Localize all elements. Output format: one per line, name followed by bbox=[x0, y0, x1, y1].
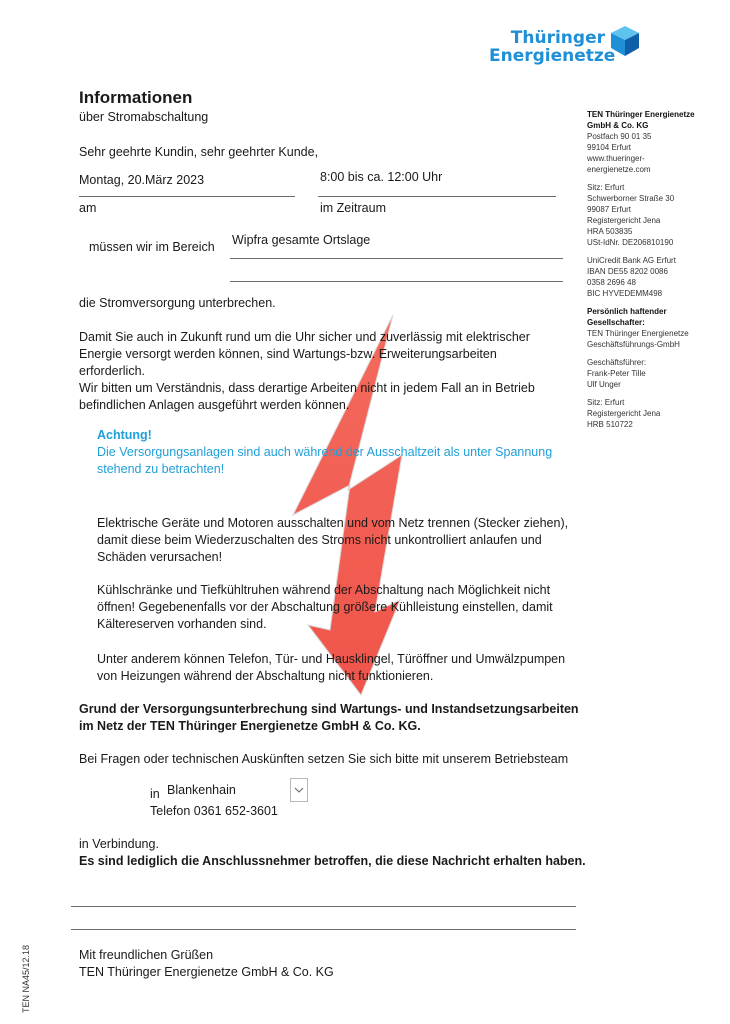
team-location-select[interactable]: Blankenhain bbox=[167, 783, 236, 797]
company-sidebar bbox=[587, 109, 722, 437]
team-phone: Telefon 0361 652-3601 bbox=[150, 804, 278, 818]
in-prefix: in bbox=[150, 787, 160, 801]
company-logo: Thüringer Energienetze bbox=[489, 28, 616, 66]
questions-text: Bei Fragen oder technischen Auskünften setzen Sie sich bitte mit unserem Betriebsteam bbox=[79, 752, 569, 766]
body-paragraph-2: Damit Sie auch in Zukunft rund um die Uhr sicher und zuverlässig mit elektrischer Energie versorgt werden können, sind Wartungs-bzw. Erweiterungsarbeiten erforderlich. bbox=[79, 330, 530, 378]
time-caption: im Zeitraum bbox=[320, 201, 386, 215]
sidebar-management: Geschäftsführer: Frank-Peter Tille Ulf Unger bbox=[587, 358, 647, 389]
signature-line-2 bbox=[71, 929, 576, 930]
body-paragraph-3: Wir bitten um Verständnis, dass derartige Arbeiten nicht in jedem Fall an in Betrieb befindlichen Anlagen ausgeführt werden können. bbox=[79, 381, 535, 412]
warning-title: Achtung! bbox=[97, 428, 152, 442]
sidebar-partner: Persönlich haftender Gesellschafter: TEN Thüringer Energienetze Geschäftsführungs-GmbH bbox=[587, 307, 689, 349]
page-title: Informationen bbox=[79, 88, 193, 107]
time-underline bbox=[318, 196, 556, 197]
logo-cube-icon bbox=[610, 25, 640, 57]
sidebar-register: Sitz: Erfurt Registergericht Jena HRB 510722 bbox=[587, 398, 661, 429]
area-underline-1 bbox=[230, 258, 563, 259]
signature-line-1 bbox=[71, 906, 576, 907]
instruction-devices: Elektrische Geräte und Motoren ausschalten und vom Netz trennen (Stecker ziehen), damit diese beim Wiederzuschalten des Stroms nicht unkontrolliert anlaufen und Schäden verursachen! bbox=[97, 516, 569, 564]
time-field[interactable]: 8:00 bis ca. 12:00 Uhr bbox=[320, 170, 443, 184]
greeting: Sehr geehrte Kundin, sehr geehrter Kunde, bbox=[79, 145, 319, 159]
instruction-telephones: Unter anderem können Telefon, Tür- und Hausklingel, Türöffner und Umwälzpumpen von Heizungen während der Abschaltung nicht funktionieren. bbox=[97, 652, 566, 683]
date-underline bbox=[79, 196, 295, 197]
body-paragraph-1: die Stromversorgung unterbrechen. bbox=[79, 296, 276, 310]
chevron-down-icon bbox=[291, 779, 307, 801]
instruction-fridges: Kühlschränke und Tiefkühltruhen während der Abschaltung nach Möglichkeit nicht öffnen! Gegebenenfalls vor der Abschaltung größere Kühlleistung einstellen, damit Kältereserven vorhanden sind. bbox=[97, 583, 553, 631]
sidebar-registration: Sitz: Erfurt Schwerborner Straße 30 99087 Erfurt Registergericht Jena HRA 503835 USt-IdNr. DE206810190 bbox=[587, 183, 675, 247]
sidebar-company-address: TEN Thüringer Energienetze GmbH & Co. KG Postfach 90 01 35 99104 Erfurt www.thueringer- energienetze.com bbox=[587, 110, 695, 174]
sidebar-bank: UniCredit Bank AG Erfurt IBAN DE55 8202 0086 0358 2696 48 BIC HYVEDEMM498 bbox=[587, 256, 676, 298]
connection-text: in Verbindung. bbox=[79, 837, 159, 851]
date-caption: am bbox=[79, 201, 97, 215]
page-subtitle: über Stromabschaltung bbox=[79, 110, 209, 124]
area-underline-2 bbox=[230, 281, 563, 282]
reason-statement: Grund der Versorgungsunterbrechung sind Wartungs- und Instandsetzungsarbeiten im Netz der TEN Thüringer Energienetze GmbH & Co. KG. bbox=[79, 702, 579, 733]
warning-box: Achtung! Die Versorgungsanlagen sind auch während der Ausschaltzeit als unter Spannung stehend zu betrachten! bbox=[97, 428, 553, 476]
area-label: müssen wir im Bereich bbox=[89, 240, 215, 254]
date-field[interactable]: Montag, 20.März 2023 bbox=[79, 173, 205, 187]
closing: Mit freundlichen Grüßen TEN Thüringer Energienetze GmbH & Co. KG bbox=[79, 948, 334, 979]
area-field[interactable]: Wipfra gesamte Ortslage bbox=[232, 233, 371, 247]
team-location-dropdown[interactable] bbox=[290, 778, 308, 802]
footer-form-code: TEN NA45/12.18 bbox=[21, 944, 31, 1013]
affected-notice: Es sind lediglich die Anschlussnehmer betroffen, die diese Nachricht erhalten haben. bbox=[79, 854, 586, 868]
